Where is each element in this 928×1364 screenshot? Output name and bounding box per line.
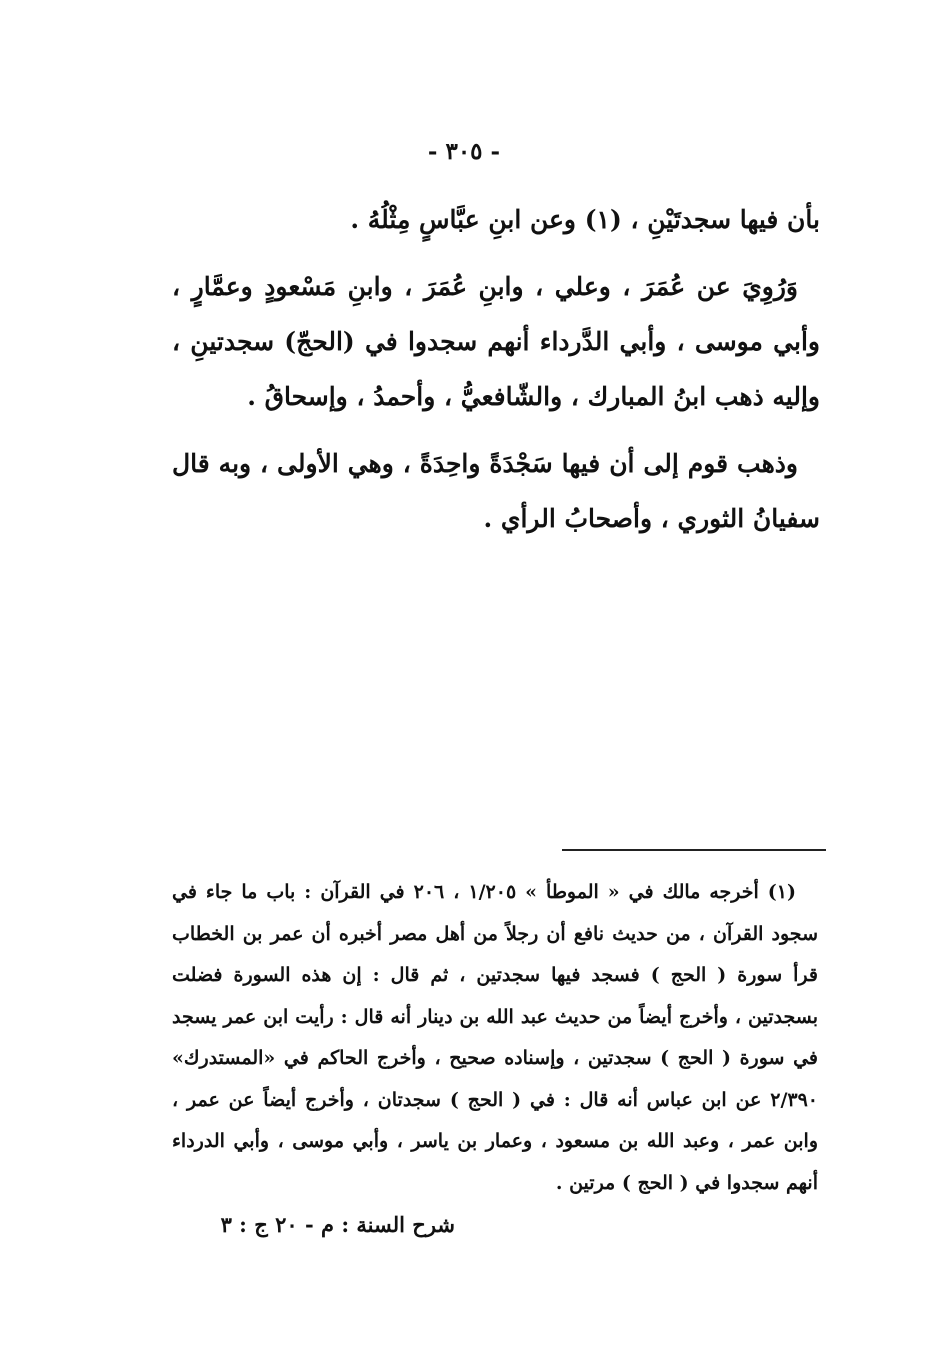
footnotes-section <box>172 872 818 1204</box>
footnote-divider <box>562 849 826 851</box>
paragraph-1: بأن فيها سجدتَيْنِ ، (١) وعن ابنِ عبَّاسٍ مِثْلُهُ . <box>350 205 820 234</box>
signature-line: شرح السنة : م - ٢٠ ج : ٣ <box>220 1212 455 1237</box>
page-number: - ٣٠٥ - <box>427 138 501 165</box>
paragraph-3: وذهب قوم إلى أن فيها سَجْدَةً واحِدَةً ، وهي الأولى ، وبه قال سفيانُ الثوري ، وأصحابُ الرأي . <box>172 449 820 533</box>
footnote-1: (١) أخرجه مالك في « الموطأ » ١/٢٠٥ ، ٢٠٦ في القرآن : باب ما جاء في سجود القرآن ، من حديث نافع أن رجلاً من أهل مصر أخبره أن عمر بن الخطاب قرأ سورة ( الحج ) فسجد فيها سجدتين ، ثم قال : إن هذه السورة فضلت بسجدتين ، وأخرج أيضاً من حديث عبد الله بن دينار أنه قال : رأيت ابن عمر يسجد في سورة ( الحج ) سجدتين ، وإسناده صحيح ، وأخرج الحاكم في «المستدرك» ٢/٣٩٠ عن ابن عباس أنه قال : في ( الحج ) سجدتان ، وأخرج أيضاً عن عمر ، وابن عمر ، وعبد الله بن مسعود ، وعمار بن ياسر ، وأبي موسى ، وأبي الدرداء أنهم سجدوا في ( الحج ) مرتين . <box>172 881 818 1194</box>
paragraph-2: وَرُوِيَ عن عُمَرَ ، وعلي ، وابنِ عُمَرَ ، وابنِ مَسْعودٍ وعمَّارٍ ، وأبي موسى ، وأبي الدَّرداء أنهم سجدوا في (الحجّ) سجدتينِ ، وإليه ذهب ابنُ المبارك ، والشّافعيُّ ، وأحمدُ ، وإسحاقُ . <box>172 272 820 411</box>
main-text <box>172 192 820 546</box>
